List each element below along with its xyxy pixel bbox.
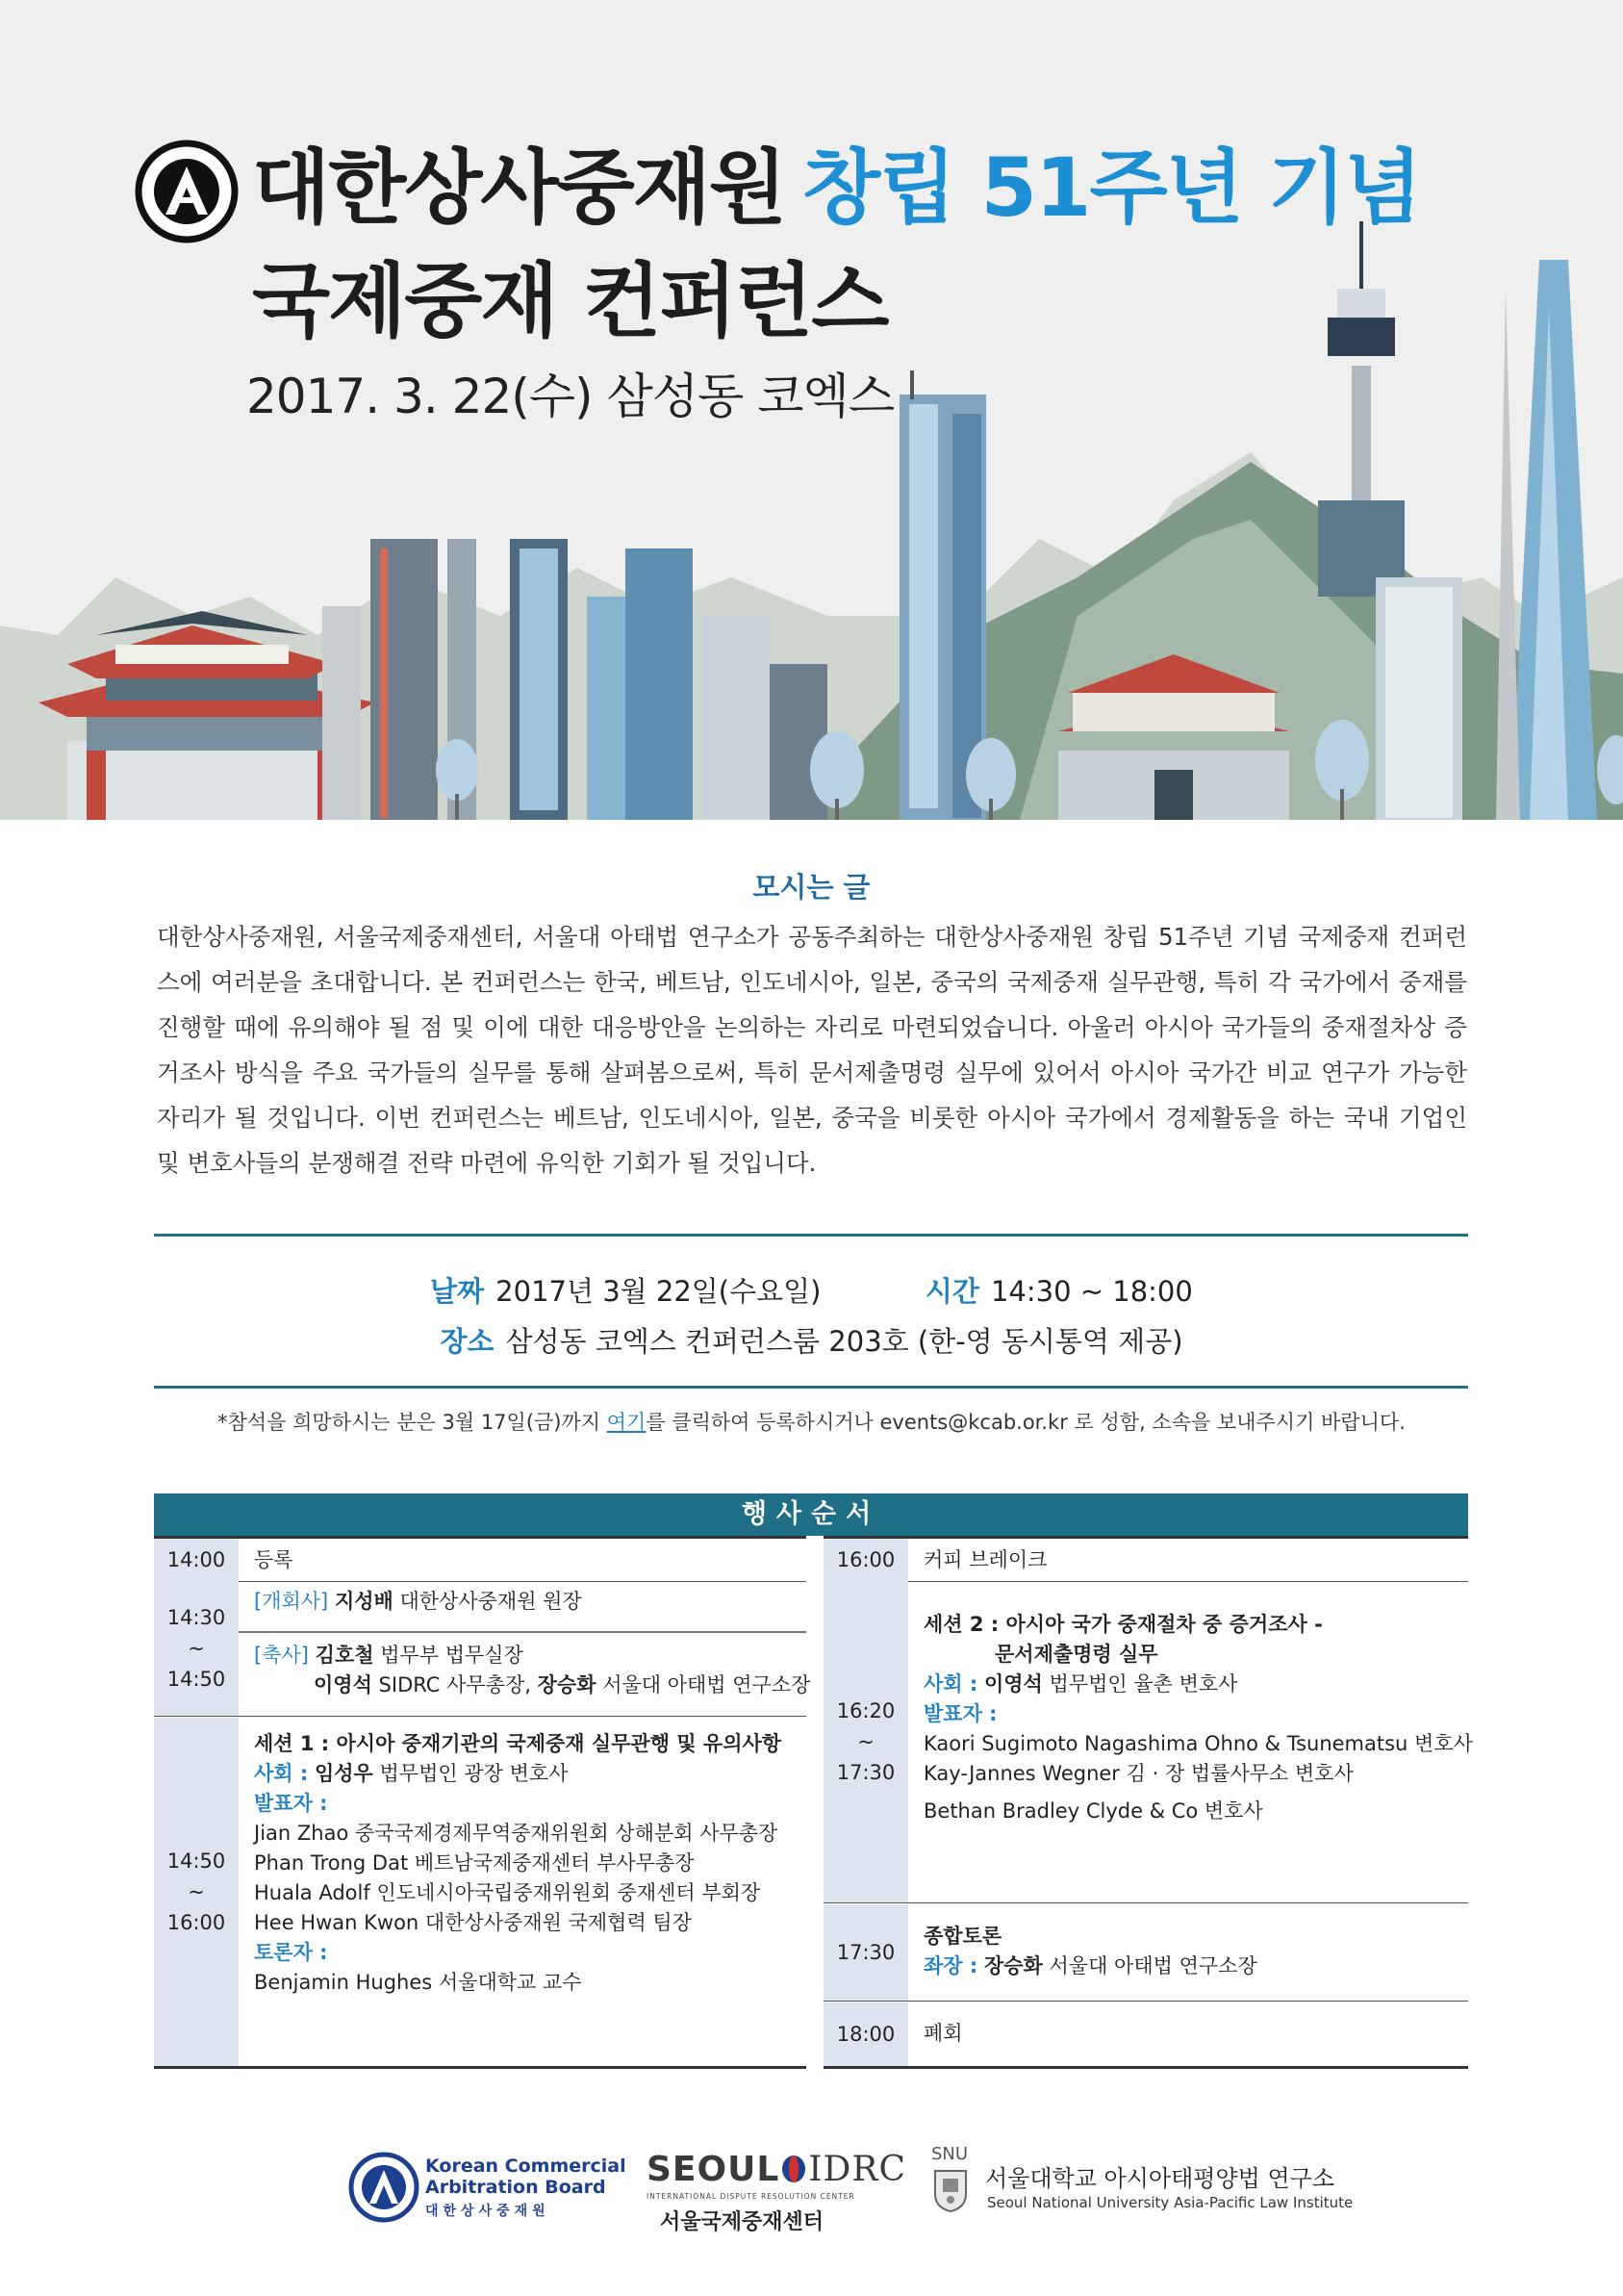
presenter-role: 중국국제경제무역중재위원회 상해분회 사무총장: [354, 1822, 778, 1845]
discussant-role: 서울대학교 교수: [438, 1971, 582, 1994]
headline: [252, 135, 1420, 241]
speaker-role: SIDRC 사무총장,: [378, 1673, 531, 1696]
opening-role: 대한상사중재원 원장: [399, 1590, 582, 1613]
presenter-name: Kaori Sugimoto: [924, 1732, 1078, 1755]
divider: [154, 1234, 1468, 1237]
note-suffix: 를 클릭하여 등록하시거나 events@kcab.or.kr 로 성함, 소속을 보내주시기 바랍니다.: [646, 1411, 1406, 1434]
place-label: 장소: [440, 1325, 495, 1358]
chair-role: 서울대 아태법 연구소장: [1049, 1954, 1257, 1977]
opening-name: 지성배: [334, 1590, 393, 1613]
schedule-row: [154, 1581, 811, 1717]
moderator-name: 이영석: [983, 1672, 1043, 1696]
time-start: 16:20: [836, 1699, 896, 1722]
presenter-role: 인도네시아국립중재위원회 중재센터 부회장: [376, 1881, 761, 1904]
schedule-row: [154, 1718, 806, 2069]
time-start: 14:30: [166, 1606, 226, 1629]
speaker-role: 서울대 아태법 연구소장: [602, 1673, 811, 1696]
chair-label: 좌장 :: [924, 1954, 978, 1977]
headline-main: 대한상사중재원: [252, 140, 786, 235]
time-cell: 17:30: [824, 1904, 908, 2001]
presenter-name: Huala Adolf: [254, 1881, 370, 1904]
snu-name-en: Seoul National University Asia-Pacific Law Institute: [987, 2194, 1354, 2211]
idrc-text: IDRC: [808, 2150, 907, 2189]
schedule-row: [824, 2003, 1468, 2069]
presenter-role: 베트남국제중재센터 부사무총장: [414, 1851, 695, 1875]
discussant-name: Benjamin Hughes: [254, 1971, 433, 1994]
snu-emblem-icon: [931, 2167, 970, 2213]
moderator-label: 사회 :: [254, 1762, 309, 1785]
schedule-heading: 행사순서: [154, 1493, 1468, 1536]
register-link[interactable]: 여기: [606, 1411, 647, 1434]
seoul-idrc-wordmark: [647, 2150, 906, 2189]
time-tilde: ~: [188, 1637, 205, 1660]
presenters-label: 발표자 :: [254, 1792, 328, 1815]
discussant-label: 토론자 :: [254, 1941, 328, 1964]
time-cell: [154, 1718, 239, 2066]
footer-logos: [0, 2134, 1623, 2240]
congratulatory-remarks: [254, 1641, 810, 1716]
schedule-right-column: [824, 1536, 1473, 2069]
row-text: 폐회: [924, 2022, 963, 2045]
place-value: 삼성동 코엑스 컨퍼런스룸 203호 (한-영 동시통역 제공): [505, 1325, 1183, 1358]
time-value: 14:30 ~ 18:00: [990, 1275, 1193, 1308]
schedule-row: [824, 1536, 1468, 1582]
idrc-name-ko: 서울국제중재센터: [660, 2210, 824, 2234]
invitation-body: 대한상사중재원, 서울국제중재센터, 서울대 아태법 연구소가 공동주최하는 대한상사중재원 창립 51주년 기념 국제중재 컨퍼런스에 여러분을 초대합니다. 본 컨퍼런스는 한국, 베트남, 인도네시아, 일본, 중국의 국제중재 실무관행, 특히 각 국가에서 중재를 진행할 때에 유의해야 될 점 및 이에 대한 대응방안을 논의하는 자리로 마련되었습니다. 아울러 아시아 국가들의 중재절차상 증거조사 방식을 주요 국가들의 실무를 통해 살펴봄으로써, 특히 문서제출명령 실무에 있어서 아시아 국가간 비교 연구가 가능한 자리가 될 것입니다. 이번 컨퍼런스는 베트남, 인도네시아, 일본, 중국을 비롯한 아시아 국가에서 경제활동을 하는 국내 기업인 및 변호사들의 분쟁해결 전략 마련에 유익한 기회가 될 것입니다.: [157, 923, 1467, 1177]
general-discussion: [924, 1922, 1257, 2001]
date-label: 날짜: [430, 1275, 485, 1308]
time-tilde: ~: [188, 1880, 205, 1903]
time-cell: 14:00: [154, 1539, 239, 1581]
hero-banner: [0, 0, 1623, 820]
presenter-name: Bethan Bradley: [924, 1799, 1080, 1823]
time-start: 14:50: [166, 1850, 226, 1873]
presenter-role: Nagashima Ohno & Tsunematsu 변호사: [1084, 1732, 1473, 1755]
time-cell: 18:00: [824, 2003, 908, 2066]
opening-tag: [개회사]: [254, 1590, 329, 1613]
registration-note: [0, 1407, 1623, 1436]
time-end: 14:50: [166, 1668, 226, 1691]
row-text: 종합토론: [924, 1925, 1002, 1948]
time-end: 17:30: [836, 1761, 896, 1784]
session-1-content: [254, 1729, 781, 2066]
session-title: 세션 2 : 아시아 국가 중재절차 중 증거조사 -: [924, 1613, 1323, 1636]
divider: [239, 1631, 806, 1633]
moderator-role: 법무법인 율촌 변호사: [1049, 1672, 1238, 1696]
headline-anniversary: 창립 51주년 기념: [802, 140, 1421, 235]
kcab-name-en: Korean Commercial: [425, 2156, 626, 2177]
time-end: 16:00: [166, 1911, 226, 1934]
moderator-role: 법무법인 광장 변호사: [379, 1762, 569, 1785]
place-line: [0, 1320, 1623, 1360]
divider: [154, 1386, 1468, 1389]
kcab-name-ko: 대한상사중재원: [425, 2204, 550, 2219]
presenter-name: Jian Zhao: [254, 1822, 349, 1845]
idrc-emblem-icon: [781, 2153, 806, 2181]
time-label: 시간: [925, 1275, 979, 1308]
session-2-content: [924, 1610, 1473, 1902]
kcab-wordmark: [425, 2156, 626, 2222]
invitation-heading: 모시는 글: [752, 871, 871, 904]
kcab-name-en: Arbitration Board: [425, 2177, 606, 2198]
schedule-row: [824, 1904, 1468, 2002]
seoul-text: SEOUL: [647, 2150, 780, 2189]
schedule-left-column: [154, 1536, 811, 2069]
time-cell: [154, 1581, 239, 1716]
date-time-line: [0, 1270, 1623, 1310]
schedule-row: [154, 1536, 806, 1582]
moderator-name: 임성우: [314, 1762, 373, 1785]
congrats-tag: [축사]: [254, 1644, 309, 1667]
presenter-role: Clyde & Co 변호사: [1085, 1799, 1263, 1823]
idrc-fullname: INTERNATIONAL DISPUTE RESOLUTION CENTER: [647, 2192, 855, 2201]
presenter-name: Kay-Jannes Wegner: [924, 1762, 1120, 1785]
date-value: 2017년 3월 22일(수요일): [495, 1275, 822, 1308]
row-text: 커피 브레이크: [924, 1548, 1048, 1571]
presenter-name: Phan Trong Dat: [254, 1851, 409, 1875]
kcab-seal-icon: [135, 140, 239, 243]
time-cell: [824, 1581, 908, 1902]
row-text: 등록: [254, 1548, 293, 1571]
date-venue-line: 2017. 3. 22(수) 삼성동 코엑스: [246, 369, 895, 424]
congrats-name: 김호철: [315, 1644, 374, 1667]
presenter-role: 대한상사중재원 국제협력 팀장: [424, 1911, 692, 1934]
presenters-label: 발표자 :: [924, 1702, 998, 1725]
session-title: 세션 1 : 아시아 중재기관의 국제중재 실무관행 및 유의사항: [254, 1732, 782, 1755]
presenter-name: Hee Hwan Kwon: [254, 1911, 419, 1934]
time-tilde: ~: [857, 1730, 875, 1753]
moderator-label: 사회 :: [924, 1672, 978, 1696]
congrats-role: 법무부 법무실장: [380, 1644, 523, 1667]
session-title-cont: 문서제출명령 실무: [995, 1643, 1158, 1666]
snu-name-ko: 서울대학교 아시아태평양법 연구소: [985, 2165, 1335, 2192]
kcab-seal-icon: [348, 2152, 419, 2223]
speaker-name: 장승화: [537, 1673, 596, 1696]
note-prefix: *참석을 희망하시는 분은 3월 17일(금)까지: [217, 1411, 607, 1434]
headline-subtitle: 국제중재 컨퍼런스: [252, 254, 888, 348]
speaker-name: 이영석: [314, 1673, 372, 1696]
presenter-role: 김 · 장 법률사무소 변호사: [1126, 1762, 1354, 1785]
time-cell: 16:00: [824, 1539, 908, 1581]
schedule-row: [824, 1581, 1473, 1903]
snu-abbr: SNU: [931, 2144, 969, 2164]
chair-name: 장승화: [983, 1954, 1043, 1977]
